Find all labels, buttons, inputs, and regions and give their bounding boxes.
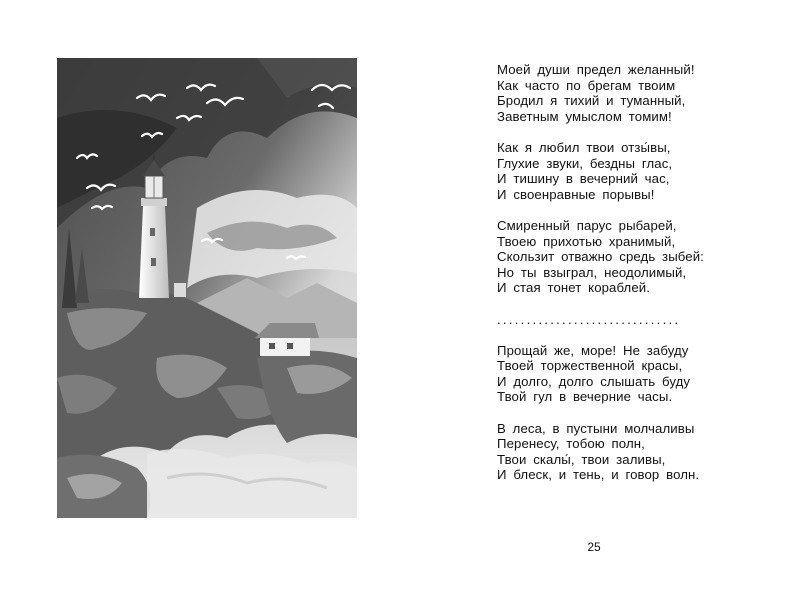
poem-line: Смиренный парус рыбарей, bbox=[497, 217, 677, 233]
poem-line: Прощай же, море! Не забуду bbox=[497, 342, 689, 358]
page-number: 25 bbox=[587, 540, 601, 554]
poem-line: Бродил я тихий и туманный, bbox=[497, 93, 686, 109]
poem-line: Глухие звуки, бездны глас, bbox=[497, 155, 673, 171]
poem-line: И долго, долго слышать буду bbox=[497, 373, 691, 389]
stanza bbox=[497, 62, 787, 124]
poem-line: Твоей торжественной красы, bbox=[497, 358, 683, 374]
stanza bbox=[497, 140, 787, 202]
poem-line: И своенравные порывы! bbox=[497, 186, 655, 202]
poem-line: Как я любил твои отзы́вы, bbox=[497, 139, 671, 155]
poem-line: И блеск, и тень, и говор волн. bbox=[497, 467, 700, 483]
lighthouse-illustration bbox=[57, 58, 357, 518]
stanza bbox=[497, 343, 787, 405]
lighthouse-painting bbox=[57, 58, 357, 518]
poem-line: Но ты взыграл, неодолимый, bbox=[497, 264, 687, 280]
poem-text bbox=[497, 62, 787, 483]
stanza bbox=[497, 421, 787, 483]
poem-line: И стая тонет кораблей. bbox=[497, 280, 651, 296]
poem-line: Твои скалы́, твои заливы, bbox=[497, 451, 666, 467]
poem-line: Твоею прихотью хранимый, bbox=[497, 233, 676, 249]
omission-separator: ............................... bbox=[497, 311, 681, 327]
poem-line: Моей души предел желанный! bbox=[497, 62, 695, 77]
poem-line: В леса, в пустыни молчаливы bbox=[497, 420, 695, 436]
poem-line: Перенесу, тобою полн, bbox=[497, 436, 645, 452]
poem-line: Как часто по брегам твоим bbox=[497, 77, 676, 93]
poem-line: Твой гул в вечерние часы. bbox=[497, 389, 673, 405]
stanza bbox=[497, 218, 787, 296]
poem-line: Заветным умыслом томим! bbox=[497, 108, 672, 124]
poem-line: Скользит отважно средь зыбей: bbox=[497, 249, 704, 265]
poem-line: И тишину в вечерний час, bbox=[497, 171, 670, 187]
